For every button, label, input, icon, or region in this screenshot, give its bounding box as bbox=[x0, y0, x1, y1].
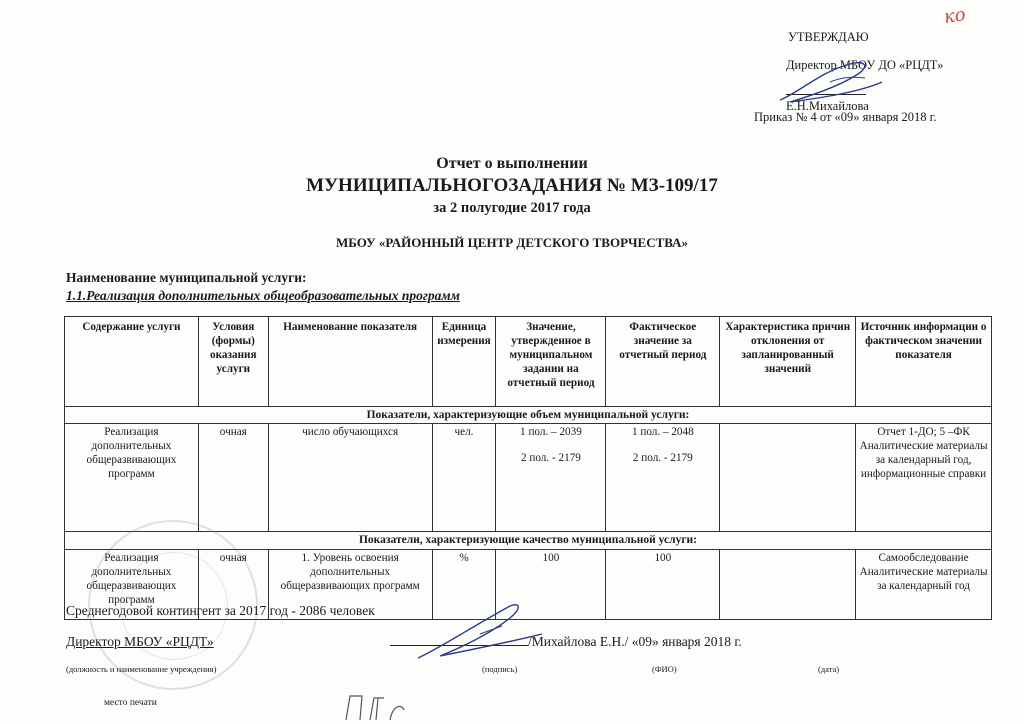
section-quality-title: Показатели, характеризующие качество муниципальной услуги: bbox=[65, 532, 992, 549]
cell-deviation bbox=[720, 549, 856, 619]
header-deviation: Характеристика причин отклонения от запланированный значений bbox=[720, 317, 856, 407]
footer-director: Директор МБОУ «РЦДТ» bbox=[66, 634, 214, 649]
footer-signature-text: /Михайлова Е.Н./ «09» января 2018 г. bbox=[528, 634, 742, 649]
actual-half1: 1 пол. – 2048 bbox=[631, 426, 694, 439]
cell-content: Реализация дополнительных общеразвивающих программ bbox=[65, 424, 199, 532]
cell-indicator: 1. Уровень освоения дополнительных общеразвивающих программ bbox=[268, 549, 432, 619]
cell-indicator: число обучающихся bbox=[268, 424, 432, 532]
report-period: за 2 полугодие 2017 года bbox=[433, 200, 591, 216]
header-content: Содержание услуги bbox=[65, 317, 199, 407]
planned-half1: 1 пол. – 2039 bbox=[520, 426, 582, 439]
table-row bbox=[65, 424, 992, 532]
report-title-line2: МУНИЦИПАЛЬНОГОЗАДАНИЯ № МЗ-109/17 bbox=[306, 175, 718, 196]
header-source: Источник информации о фактическом значении показателя bbox=[856, 317, 992, 407]
cell-actual: 100 bbox=[606, 549, 720, 619]
table-header-row bbox=[65, 317, 992, 407]
cell-deviation bbox=[720, 424, 856, 532]
cell-form: очная bbox=[198, 549, 268, 619]
actual-half2: 2 пол. - 2179 bbox=[632, 452, 693, 465]
section-volume-row bbox=[65, 407, 992, 424]
average-contingent: Среднегодовой контингент за 2017 год - 2086 человек bbox=[66, 603, 375, 618]
header-actual: Фактическое значение за отчетный период bbox=[606, 317, 720, 407]
caption-position: (должность и наименование учреждения) bbox=[66, 664, 217, 674]
caption-name: (ФИО) bbox=[652, 664, 677, 674]
approval-order: Приказ № 4 от «09» января 2018 г. bbox=[754, 110, 937, 124]
planned-half2: 2 пол. - 2179 bbox=[520, 452, 581, 465]
footer-signature-block bbox=[390, 634, 742, 650]
header-unit: Единица измерения bbox=[432, 317, 496, 407]
approval-signer: Е.Н.Михайлова bbox=[786, 99, 869, 113]
cell-source: Отчет 1-ДО; 5 –ФК Аналитические материалы за календарный год, информационные справки bbox=[856, 424, 992, 532]
cell-planned: 100 bbox=[496, 549, 606, 619]
header-planned: Значение, утвержденное в муниципальном задании на отчетный период bbox=[496, 317, 606, 407]
stamp-place-label: место печати bbox=[104, 698, 157, 708]
signature-underline bbox=[786, 94, 866, 95]
service-label: Наименование муниципальной услуги: bbox=[66, 270, 307, 285]
header-form: Условия (формы) оказания услуги bbox=[198, 317, 268, 407]
handwritten-initials-icon bbox=[340, 690, 410, 724]
cell-form: очная bbox=[198, 424, 268, 532]
caption-date: (дата) bbox=[818, 664, 840, 674]
section-quality-row bbox=[65, 532, 992, 549]
cell-unit: % bbox=[432, 549, 496, 619]
cell-source: Самообследование Аналитические материалы за календарный год bbox=[856, 549, 992, 619]
report-table bbox=[64, 316, 992, 620]
cell-unit: чел. bbox=[432, 424, 496, 532]
report-title-line1: Отчет о выполнении bbox=[436, 155, 588, 172]
footer-signature-underline bbox=[390, 645, 528, 646]
section-volume-title: Показатели, характеризующие объем муниципальной услуги: bbox=[65, 407, 992, 424]
header-indicator: Наименование показателя bbox=[268, 317, 432, 407]
caption-signature: (подпись) bbox=[482, 664, 518, 674]
cell-content: Реализация дополнительных общеразвивающих программ bbox=[65, 549, 199, 619]
organization-name: МБОУ «РАЙОННЫЙ ЦЕНТР ДЕТСКОГО ТВОРЧЕСТВА» bbox=[335, 235, 689, 250]
service-name: 1.1.Реализация дополнительных общеобразовательных программ bbox=[66, 288, 460, 303]
corner-handwritten-note: ко bbox=[942, 4, 967, 28]
cell-planned bbox=[496, 424, 606, 532]
approval-director: Директор МБОУ ДО «РЦДТ» bbox=[786, 58, 944, 72]
approval-title: УТВЕРЖДАЮ bbox=[788, 30, 869, 44]
cell-actual bbox=[606, 424, 720, 532]
